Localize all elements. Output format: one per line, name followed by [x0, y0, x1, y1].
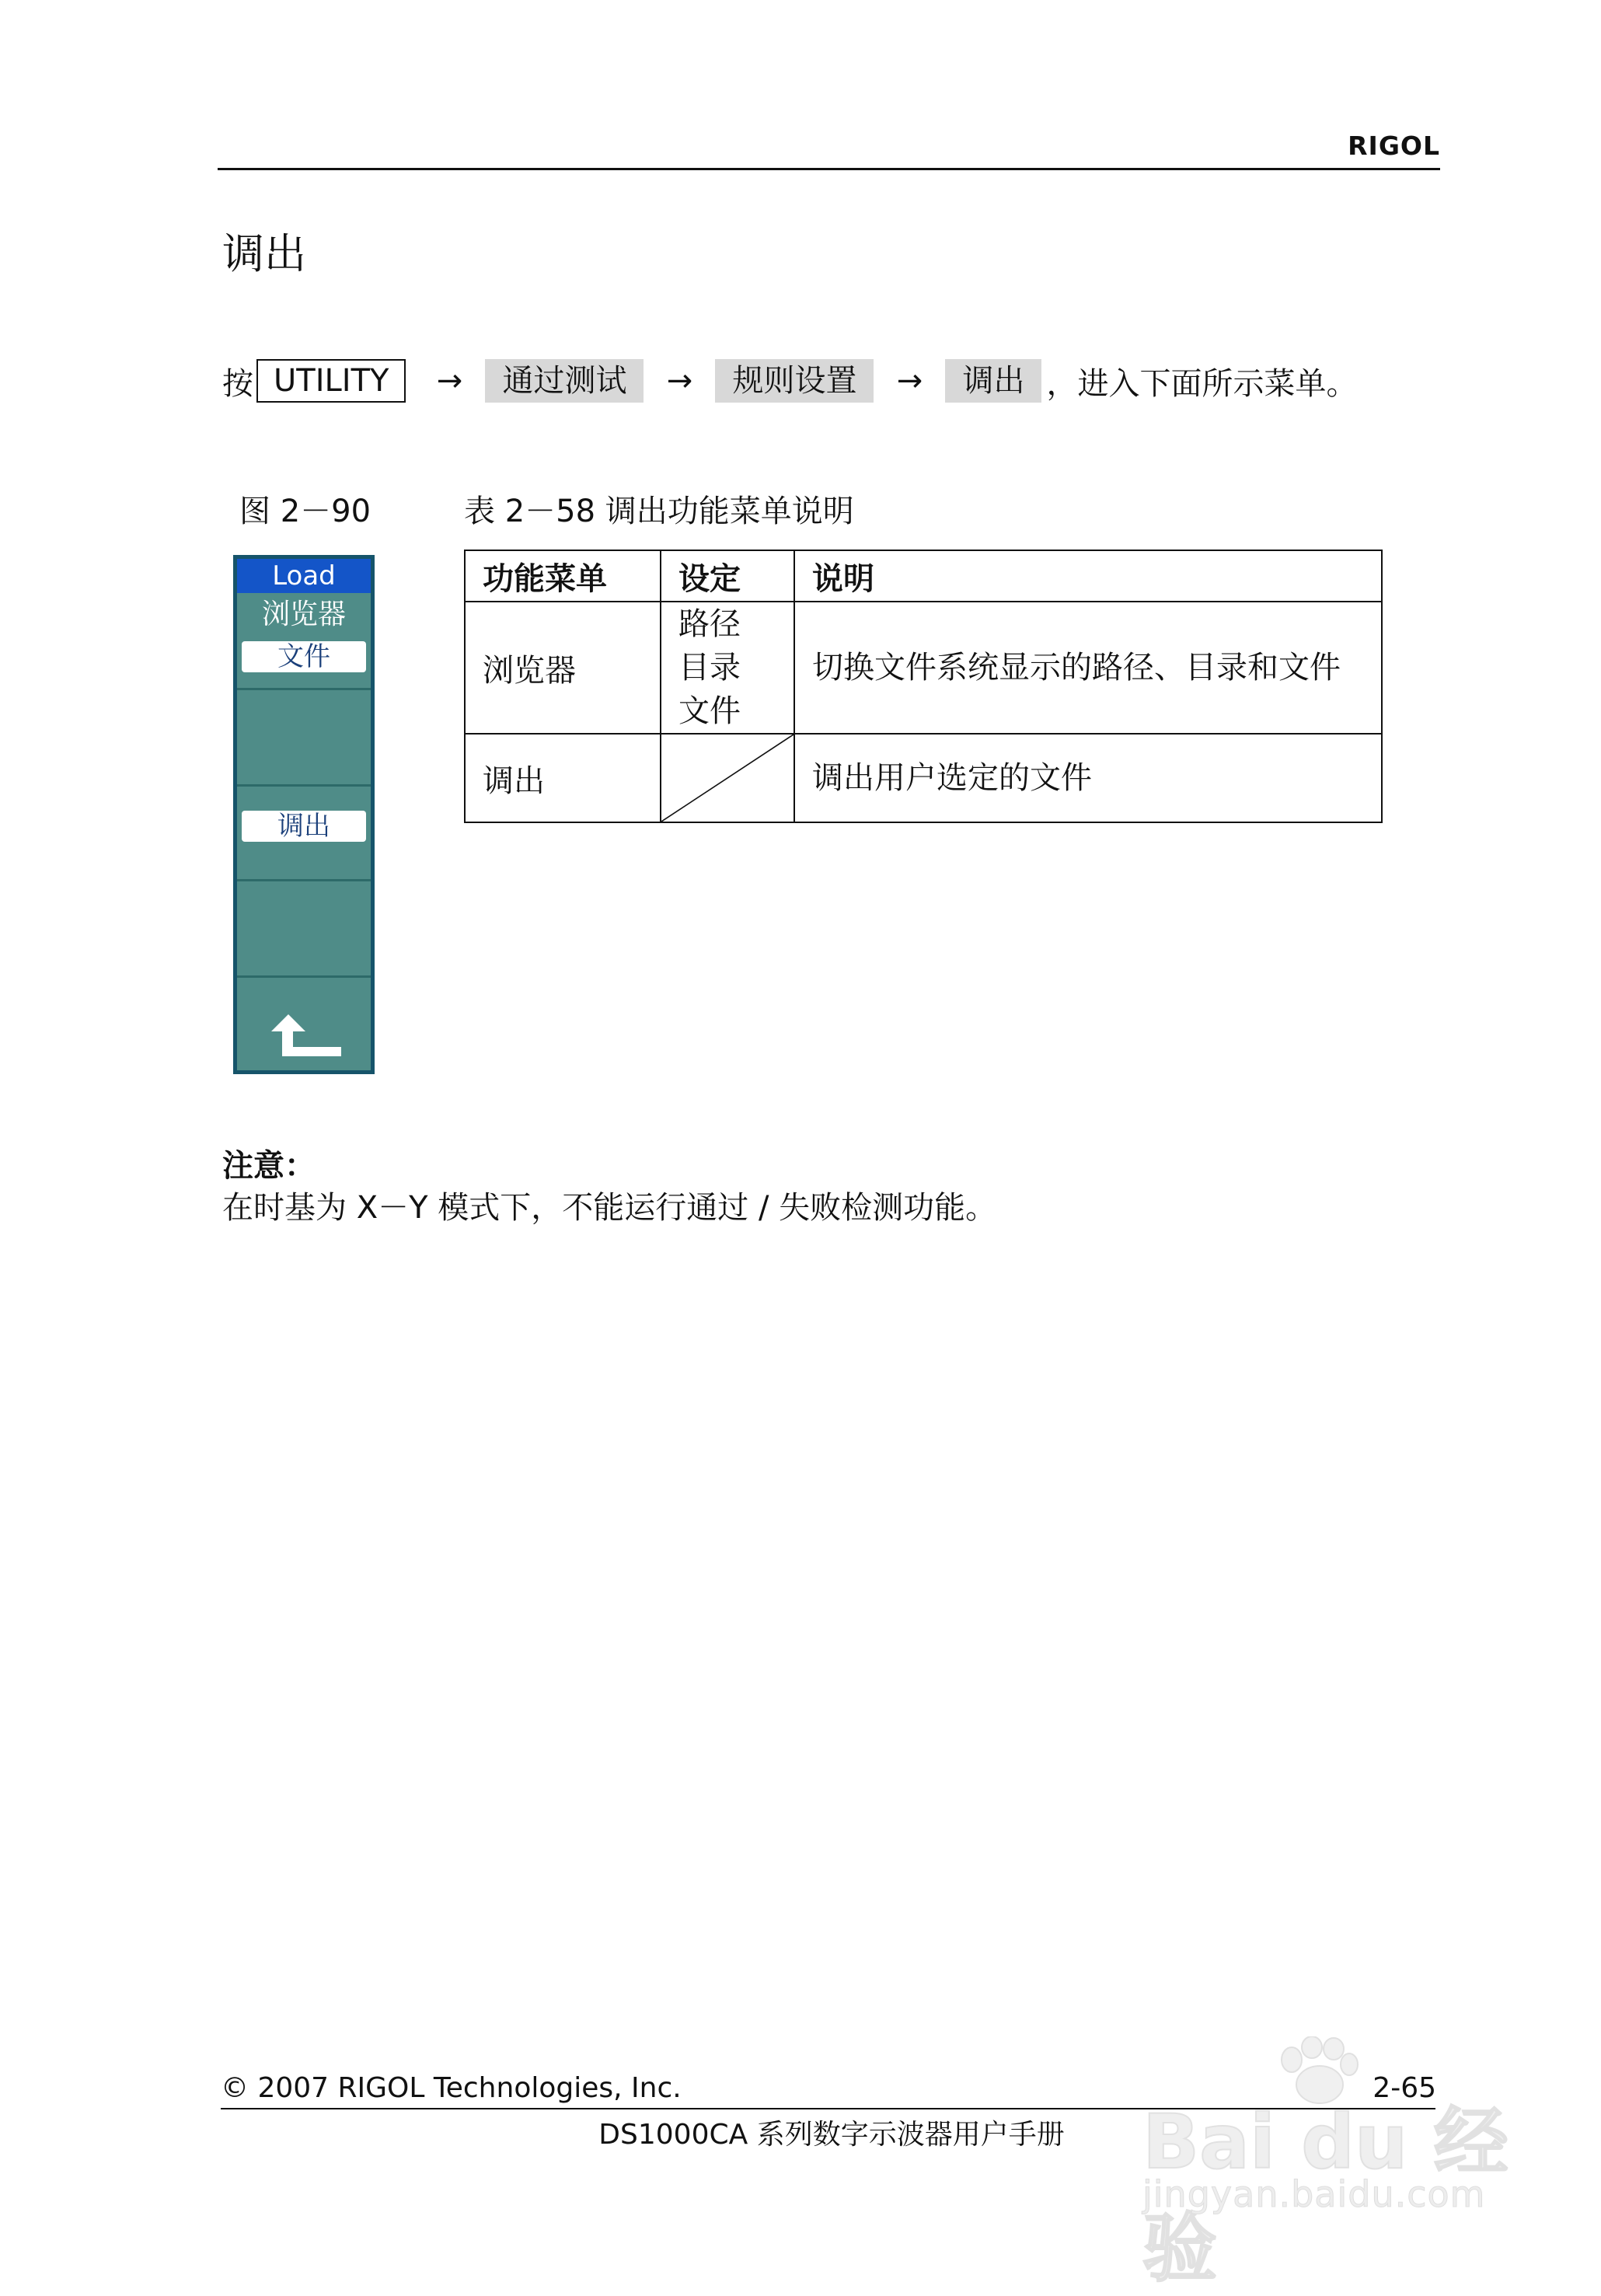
table-caption: 表 2－58 调出功能菜单说明 [464, 494, 854, 529]
instruction-suffix: ，进入下面所示菜单。 [1046, 365, 1358, 402]
table-row [465, 734, 1382, 822]
arrow-right-icon: → [666, 363, 693, 399]
baidu-watermark [1142, 2036, 1531, 2292]
setting-option: 目录 [678, 650, 741, 686]
return-arrow-icon[interactable] [271, 1014, 341, 1056]
menu-item-browser-value[interactable]: 文件 [242, 641, 366, 672]
page-number: 2-65 [1373, 2072, 1436, 2104]
softkey-pass-test: 通过测试 [485, 359, 644, 403]
arrow-right-icon: → [896, 363, 923, 399]
menu-title: Load [237, 559, 371, 593]
table-row [465, 602, 1382, 734]
table-cell-description: 调出用户选定的文件 [794, 734, 1382, 822]
softkey-load: 调出 [945, 359, 1041, 403]
section-title: 调出 [222, 229, 306, 278]
menu-divider [237, 879, 371, 881]
menu-item-load-button[interactable]: 调出 [242, 811, 366, 842]
footer-copyright: © 2007 RIGOL Technologies, Inc. [221, 2072, 682, 2104]
instruction-line [222, 356, 1357, 406]
menu-divider [237, 975, 371, 978]
header-divider [218, 168, 1440, 170]
arrow-right-icon: → [436, 363, 463, 399]
note-text: 在时基为 X－Y 模式下，不能运行通过 / 失败检测功能。 [222, 1190, 997, 1226]
diagonal-slash [661, 735, 794, 822]
setting-option: 路径 [678, 606, 741, 642]
menu-divider [237, 784, 371, 787]
table-cell-menu: 浏览器 [465, 602, 661, 734]
load-menu-panel [233, 555, 375, 1074]
menu-body [237, 559, 371, 1070]
menu-item-browser-label: 浏览器 [261, 598, 346, 630]
table-header: 功能菜单 [465, 550, 661, 602]
table-cell-description: 切换文件系统显示的路径、目录和文件 [794, 602, 1382, 734]
table-header-row [465, 550, 1382, 602]
function-table [464, 550, 1383, 823]
table-header: 设定 [661, 550, 794, 602]
figure-caption: 图 2－90 [239, 494, 371, 529]
watermark-url: jingyan.baidu.com [1142, 2173, 1486, 2215]
instruction-prefix: 按 [222, 365, 253, 402]
softkey-rule-settings: 规则设置 [715, 359, 874, 403]
watermark-brand: Bai du 经验 [1142, 2099, 1509, 2292]
empty-setting-cell [661, 734, 794, 822]
table-header: 说明 [794, 550, 1382, 602]
setting-option: 文件 [678, 693, 741, 729]
menu-divider [237, 688, 371, 690]
manual-title: DS1000CA 系列数字示波器用户手册 [598, 2119, 1065, 2151]
note-title: 注意： [222, 1148, 316, 1184]
brand-logo-text: RIGOL [1348, 131, 1440, 161]
utility-key: UTILITY [256, 359, 406, 403]
table-cell-menu: 调出 [465, 734, 661, 822]
table-cell-settings [661, 602, 794, 734]
